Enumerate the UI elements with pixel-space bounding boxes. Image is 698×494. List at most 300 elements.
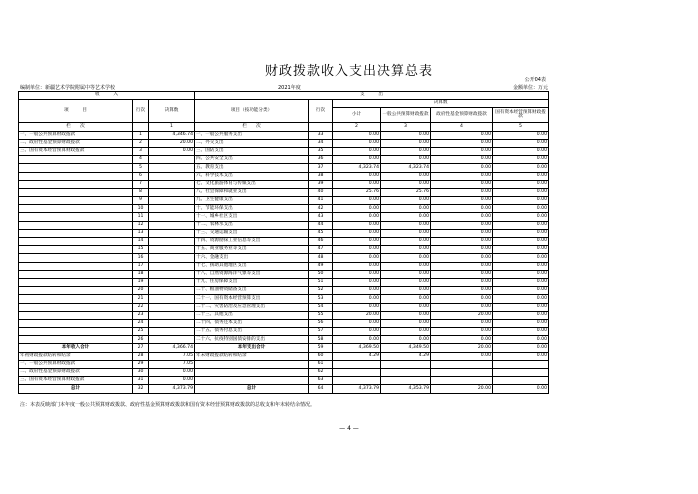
gov-fund-amount — [431, 377, 493, 385]
income-item: 年初财政拨款结转和结余 — [19, 352, 133, 360]
income-item: 本年收入合计 — [19, 344, 133, 352]
income-row-no: 15 — [133, 246, 149, 254]
row-no-header: 行次 — [133, 100, 149, 123]
expense-item: 二十五、债务付息支出 — [195, 328, 309, 336]
expense-row-no: 45 — [309, 229, 333, 237]
col-index-2: 2 — [333, 123, 381, 131]
expense-subtotal: 0.00 — [333, 238, 381, 246]
gov-fund-amount: 0.00 — [431, 213, 493, 221]
expense-item: 十五、商业服务业等支出 — [195, 246, 309, 254]
gov-fund-amount: 0.00 — [431, 147, 493, 155]
income-amount — [149, 156, 195, 164]
table-row — [19, 270, 549, 278]
page-title: 财政拨款收入支出决算总表 — [264, 64, 433, 79]
state-capital-amount: 0.00 — [493, 270, 549, 278]
expense-item — [195, 369, 309, 377]
income-amount — [149, 328, 195, 336]
income-row-no: 24 — [133, 319, 149, 327]
table-row — [19, 352, 549, 360]
income-amount: 4,366.74 — [149, 344, 195, 352]
gov-fund-amount: 0.00 — [431, 131, 493, 139]
income-item — [19, 229, 133, 237]
expense-item: 四、公共安全支出 — [195, 156, 309, 164]
table-row — [19, 213, 549, 221]
income-amount: 4,373.79 — [149, 385, 195, 393]
general-budget-amount: 25.76 — [381, 188, 431, 196]
expense-row-no: 62 — [309, 369, 333, 377]
state-capital-amount — [493, 377, 549, 385]
income-row-no: 19 — [133, 278, 149, 286]
table-row — [19, 336, 549, 344]
gov-fund-amount: 0.00 — [431, 180, 493, 188]
expense-item — [195, 360, 309, 368]
general-budget-amount: 0.00 — [381, 139, 431, 147]
table-row — [19, 385, 549, 393]
expense-row-no: 56 — [309, 319, 333, 327]
income-item — [19, 319, 133, 327]
expense-subtotal: 0.00 — [333, 328, 381, 336]
table-row — [19, 246, 549, 254]
expense-subtotal: 0.00 — [333, 319, 381, 327]
general-budget-amount: 0.00 — [381, 213, 431, 221]
column-label: 栏 次 — [19, 123, 133, 131]
income-row-no: 5 — [133, 164, 149, 172]
income-row-no: 32 — [133, 385, 149, 393]
general-budget-amount: 0.00 — [381, 238, 431, 246]
income-item — [19, 311, 133, 319]
expense-row-no: 48 — [309, 254, 333, 262]
state-capital-amount: 0.00 — [493, 188, 549, 196]
gov-fund-amount: 0.00 — [431, 188, 493, 196]
gov-fund-amount: 0.00 — [431, 254, 493, 262]
expense-subtotal: 0.00 — [333, 197, 381, 205]
expense-row-no: 57 — [309, 328, 333, 336]
state-capital-amount: 0.00 — [493, 197, 549, 205]
general-budget-amount: 0.00 — [381, 336, 431, 344]
income-item: 一、一般公共预算财政拨款 — [19, 360, 133, 368]
income-amount: 7.05 — [149, 352, 195, 360]
table-row — [19, 197, 549, 205]
income-header: 收 入 — [19, 92, 195, 100]
expense-item: 二十三、其他支出 — [195, 311, 309, 319]
expense-item: 二十一、国有资本经营预算支出 — [195, 295, 309, 303]
expense-item: 本年支出合计 — [195, 344, 309, 352]
income-item — [19, 303, 133, 311]
expense-item: 十四、资源勘探工业信息等支出 — [195, 238, 309, 246]
expense-subtotal: 0.00 — [333, 262, 381, 270]
expense-subtotal: 0.00 — [333, 278, 381, 286]
state-capital-amount — [493, 360, 549, 368]
income-amount — [149, 336, 195, 344]
general-budget-amount — [381, 377, 431, 385]
col-index-1: 1 — [149, 123, 195, 131]
table-row — [19, 278, 549, 286]
expense-subtotal: 0.00 — [333, 156, 381, 164]
expense-row-no: 36 — [309, 156, 333, 164]
expense-row-no: 34 — [309, 139, 333, 147]
income-amount — [149, 221, 195, 229]
income-amount — [149, 270, 195, 278]
general-budget-amount: 0.00 — [381, 311, 431, 319]
general-budget-amount: 0.00 — [381, 197, 431, 205]
income-item: 二、政府性基金预算财政拨款 — [19, 369, 133, 377]
general-budget-amount: 0.00 — [381, 131, 431, 139]
footnote: 注：本表反映部门本年度一般公共预算财政拨款、政府性基金预算财政拨款和国有资本经营预算财政拨款的总收支和年末转结余情况。 — [20, 402, 316, 408]
table-row — [19, 156, 549, 164]
expense-row-no: 61 — [309, 360, 333, 368]
gov-fund-amount: 0.00 — [431, 303, 493, 311]
general-budget-amount: 0.00 — [381, 147, 431, 155]
income-amount — [149, 197, 195, 205]
income-item — [19, 328, 133, 336]
table-row — [19, 262, 549, 270]
income-row-no: 10 — [133, 205, 149, 213]
income-item — [19, 205, 133, 213]
budget-amount-header: 决算数 — [149, 100, 195, 123]
expense-item: 年末财政拨款结转和结余 — [195, 352, 309, 360]
budget-table — [18, 91, 549, 394]
general-budget-amount: 4,349.50 — [381, 344, 431, 352]
expense-row-no: 40 — [309, 188, 333, 196]
income-amount — [149, 246, 195, 254]
expense-item: 十三、交通运输支出 — [195, 229, 309, 237]
income-row-no: 25 — [133, 328, 149, 336]
income-amount: 20.00 — [149, 139, 195, 147]
expense-row-no: 39 — [309, 180, 333, 188]
gov-fund-amount: 0.00 — [431, 246, 493, 254]
expense-item: 八、社会保障和就业支出 — [195, 188, 309, 196]
income-item — [19, 254, 133, 262]
income-amount — [149, 213, 195, 221]
decision-header: 决算数 — [333, 100, 549, 108]
state-capital-amount: 0.00 — [493, 385, 549, 393]
income-row-no: 8 — [133, 188, 149, 196]
gov-fund-amount: 20.00 — [431, 311, 493, 319]
income-row-no: 30 — [133, 369, 149, 377]
exp-row-no-header: 行次 — [309, 100, 333, 123]
gov-fund-amount: 20.00 — [431, 385, 493, 393]
expense-header: 支 出 — [195, 92, 549, 100]
income-amount — [149, 311, 195, 319]
state-capital-amount: 0.00 — [493, 205, 549, 213]
income-row-no: 29 — [133, 360, 149, 368]
expense-subtotal: 4,323.74 — [333, 164, 381, 172]
state-capital-amount: 0.00 — [493, 254, 549, 262]
income-amount — [149, 303, 195, 311]
general-budget-amount: 0.00 — [381, 270, 431, 278]
income-row-no: 22 — [133, 303, 149, 311]
expense-subtotal: 0.00 — [333, 213, 381, 221]
expense-item: 十七、援助其他地区支出 — [195, 262, 309, 270]
income-item — [19, 238, 133, 246]
income-item: 二、政府性基金预算财政拨款 — [19, 139, 133, 147]
gov-fund-amount: 0.00 — [431, 336, 493, 344]
expense-item: 二十四、债务还本支出 — [195, 319, 309, 327]
general-budget-amount: 0.00 — [381, 287, 431, 295]
state-capital-amount: 0.00 — [493, 246, 549, 254]
income-row-no: 20 — [133, 287, 149, 295]
gov-fund-amount: 0.00 — [431, 205, 493, 213]
expense-item: 二、外交支出 — [195, 139, 309, 147]
state-capital-amount: 0.00 — [493, 336, 549, 344]
income-row-no: 26 — [133, 336, 149, 344]
table-row — [19, 328, 549, 336]
subtotal-header: 小计 — [333, 108, 381, 123]
expense-item: 一、一般公共服务支出 — [195, 131, 309, 139]
expense-subtotal — [333, 369, 381, 377]
table-row — [19, 180, 549, 188]
income-item — [19, 156, 133, 164]
expense-item: 总计 — [195, 385, 309, 393]
general-budget-header: 一般公共预算财政拨款 — [381, 108, 431, 123]
state-capital-amount: 0.00 — [493, 164, 549, 172]
general-budget-amount: 0.00 — [381, 229, 431, 237]
expense-item: 二十二、灾害防治及应急管理支出 — [195, 303, 309, 311]
table-row — [19, 377, 549, 385]
gov-fund-amount: 0.00 — [431, 295, 493, 303]
income-item — [19, 262, 133, 270]
general-budget-amount: 0.00 — [381, 156, 431, 164]
expense-item: 十、节能环保支出 — [195, 205, 309, 213]
expense-row-no: 64 — [309, 385, 333, 393]
income-row-no: 1 — [133, 131, 149, 139]
gov-fund-amount: 0.00 — [431, 172, 493, 180]
expense-item: 十六、金融支出 — [195, 254, 309, 262]
income-row-no: 17 — [133, 262, 149, 270]
general-budget-amount — [381, 369, 431, 377]
income-item: 总计 — [19, 385, 133, 393]
gov-fund-amount: 0.00 — [431, 197, 493, 205]
expense-row-no: 46 — [309, 238, 333, 246]
amount-unit-label: 金额单位：万元 — [512, 85, 548, 91]
general-budget-amount: 0.00 — [381, 254, 431, 262]
income-row-no: 9 — [133, 197, 149, 205]
gov-fund-amount: 0.00 — [431, 270, 493, 278]
income-row-no: 6 — [133, 172, 149, 180]
expense-subtotal: 0.00 — [333, 205, 381, 213]
expense-row-no: 54 — [309, 303, 333, 311]
state-capital-amount — [493, 369, 549, 377]
gov-fund-amount: 0.00 — [431, 328, 493, 336]
header-row-decision — [19, 100, 549, 108]
expense-row-no: 43 — [309, 213, 333, 221]
income-item — [19, 246, 133, 254]
state-capital-amount: 0.00 — [493, 328, 549, 336]
expense-item: 九、卫生健康支出 — [195, 197, 309, 205]
income-amount — [149, 262, 195, 270]
income-row-no: 11 — [133, 213, 149, 221]
expense-subtotal: 0.00 — [333, 229, 381, 237]
income-row-no: 14 — [133, 238, 149, 246]
table-row — [19, 131, 549, 139]
general-budget-amount: 0.00 — [381, 180, 431, 188]
state-capital-amount: 0.00 — [493, 229, 549, 237]
income-amount — [149, 205, 195, 213]
income-item — [19, 270, 133, 278]
table-row — [19, 188, 549, 196]
expense-row-no: 47 — [309, 246, 333, 254]
table-row — [19, 360, 549, 368]
income-item — [19, 172, 133, 180]
income-item — [19, 180, 133, 188]
gov-fund-amount: 0.00 — [431, 139, 493, 147]
table-row — [19, 254, 549, 262]
state-capital-amount: 0.00 — [493, 131, 549, 139]
gov-fund-amount: 0.00 — [431, 156, 493, 164]
expense-subtotal: 0.00 — [333, 147, 381, 155]
income-row-no: 16 — [133, 254, 149, 262]
income-amount — [149, 164, 195, 172]
income-amount — [149, 180, 195, 188]
state-capital-amount: 0.00 — [493, 172, 549, 180]
income-row-no: 23 — [133, 311, 149, 319]
state-capital-header: 国有资本经营预算财政拨款 — [493, 108, 549, 123]
expense-row-no: 37 — [309, 164, 333, 172]
income-item — [19, 213, 133, 221]
gov-fund-amount: 20.00 — [431, 344, 493, 352]
income-row-no: 21 — [133, 295, 149, 303]
gov-fund-amount: 0.00 — [431, 352, 493, 360]
gov-fund-amount — [431, 360, 493, 368]
gov-fund-amount: 0.00 — [431, 287, 493, 295]
table-row — [19, 295, 549, 303]
general-budget-amount: 0.00 — [381, 221, 431, 229]
expense-subtotal: 0.00 — [333, 336, 381, 344]
expense-subtotal: 4,369.50 — [333, 344, 381, 352]
table-row — [19, 221, 549, 229]
state-capital-amount: 0.00 — [493, 287, 549, 295]
expense-subtotal: 0.00 — [333, 180, 381, 188]
gov-fund-amount: 0.00 — [431, 238, 493, 246]
expense-row-no: 41 — [309, 197, 333, 205]
general-budget-amount: 0.00 — [381, 303, 431, 311]
income-row-no: 13 — [133, 229, 149, 237]
table-row — [19, 303, 549, 311]
income-amount — [149, 319, 195, 327]
state-capital-amount: 0.00 — [493, 147, 549, 155]
state-capital-amount: 0.00 — [493, 238, 549, 246]
expense-subtotal: 0.00 — [333, 221, 381, 229]
state-capital-amount: 0.00 — [493, 295, 549, 303]
table-row — [19, 344, 549, 352]
expense-item: 十八、自然资源海洋气象等支出 — [195, 270, 309, 278]
state-capital-amount: 0.00 — [493, 180, 549, 188]
form-code: 公开04表 — [524, 77, 546, 83]
unit-label: 编制单位：新疆艺术学院附属中等艺术学校 — [20, 85, 116, 91]
expense-subtotal: 0.00 — [333, 131, 381, 139]
gov-fund-amount — [431, 369, 493, 377]
gov-fund-amount: 0.00 — [431, 221, 493, 229]
general-budget-amount: 0.00 — [381, 278, 431, 286]
header-row-index — [19, 123, 549, 131]
income-row-no: 28 — [133, 352, 149, 360]
general-budget-amount: 0.00 — [381, 319, 431, 327]
expense-item: 三、国防支出 — [195, 147, 309, 155]
general-budget-amount — [381, 360, 431, 368]
expense-item: 二十六、抗疫特别国债安排的支出 — [195, 336, 309, 344]
income-item — [19, 336, 133, 344]
income-item — [19, 295, 133, 303]
general-budget-amount: 0.00 — [381, 328, 431, 336]
expense-item: 二十、粮油物资储备支出 — [195, 287, 309, 295]
col-index-3: 3 — [381, 123, 431, 131]
state-capital-amount: 0.00 — [493, 352, 549, 360]
state-capital-amount: 0.00 — [493, 262, 549, 270]
expense-row-no: 52 — [309, 287, 333, 295]
expense-row-no: 33 — [309, 131, 333, 139]
func-item-header: 项目（按功能分类） — [195, 100, 309, 123]
state-capital-amount: 0.00 — [493, 319, 549, 327]
income-amount — [149, 229, 195, 237]
header-row-section — [19, 92, 549, 100]
expense-subtotal — [333, 377, 381, 385]
expense-subtotal: 0.00 — [333, 172, 381, 180]
expense-row-no: 42 — [309, 205, 333, 213]
income-item — [19, 197, 133, 205]
expense-subtotal: 0.00 — [333, 139, 381, 147]
table-row — [19, 287, 549, 295]
expense-row-no: 60 — [309, 352, 333, 360]
table-row — [19, 319, 549, 327]
state-capital-amount: 0.00 — [493, 139, 549, 147]
income-amount — [149, 172, 195, 180]
gov-fund-amount: 0.00 — [431, 319, 493, 327]
income-row-no: 7 — [133, 180, 149, 188]
income-item: 三、国有资本经营预算财政拨款 — [19, 377, 133, 385]
expense-subtotal: 0.00 — [333, 254, 381, 262]
general-budget-amount: 0.00 — [381, 262, 431, 270]
income-amount — [149, 188, 195, 196]
income-row-no: 2 — [133, 139, 149, 147]
expense-item: 六、科学技术支出 — [195, 172, 309, 180]
expense-item: 五、教育支出 — [195, 164, 309, 172]
general-budget-amount: 4.29 — [381, 352, 431, 360]
expense-subtotal — [333, 360, 381, 368]
table-row — [19, 238, 549, 246]
page-number: — 4 — — [339, 425, 359, 432]
income-amount — [149, 254, 195, 262]
state-capital-amount: 0.00 — [493, 213, 549, 221]
expense-row-no: 63 — [309, 377, 333, 385]
expense-subtotal: 4.29 — [333, 352, 381, 360]
table-row — [19, 205, 549, 213]
expense-row-no: 38 — [309, 172, 333, 180]
income-amount: 7.05 — [149, 360, 195, 368]
income-row-no: 3 — [133, 147, 149, 155]
expense-row-no: 50 — [309, 270, 333, 278]
general-budget-amount: 4,323.74 — [381, 164, 431, 172]
state-capital-amount: 0.00 — [493, 344, 549, 352]
income-row-no: 12 — [133, 221, 149, 229]
income-amount — [149, 295, 195, 303]
table-row — [19, 164, 549, 172]
income-row-no: 27 — [133, 344, 149, 352]
gov-fund-amount: 0.00 — [431, 164, 493, 172]
expense-subtotal: 0.00 — [333, 303, 381, 311]
expense-item: 七、文化旅游体育与传媒支出 — [195, 180, 309, 188]
expense-row-no: 44 — [309, 221, 333, 229]
income-amount: 0.00 — [149, 377, 195, 385]
income-row-no: 31 — [133, 377, 149, 385]
year-label: 2021年度 — [278, 85, 301, 91]
income-item — [19, 221, 133, 229]
income-item — [19, 287, 133, 295]
general-budget-amount: 4,353.79 — [381, 385, 431, 393]
table-row — [19, 229, 549, 237]
table-row — [19, 311, 549, 319]
state-capital-amount: 0.00 — [493, 278, 549, 286]
income-row-no: 4 — [133, 156, 149, 164]
